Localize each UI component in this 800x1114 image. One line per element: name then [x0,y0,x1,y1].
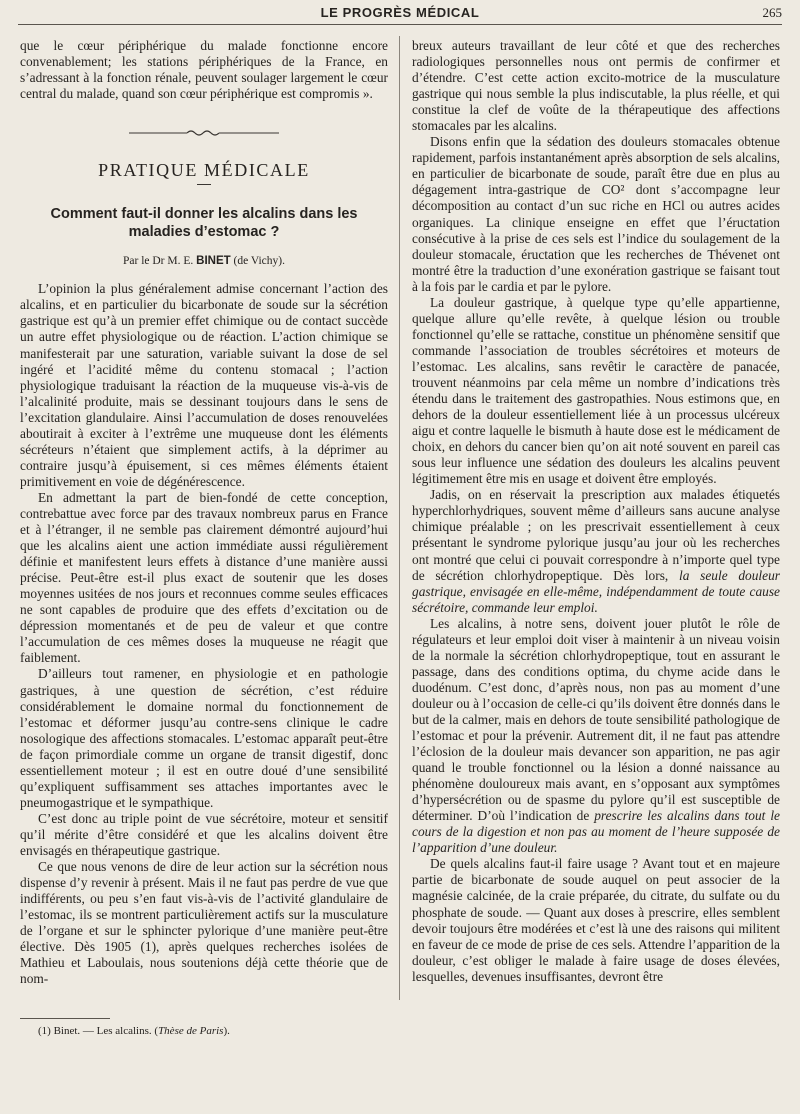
continued-paragraph: breux auteurs travaillant de leur côté et que des recherches radiologiques personnelles nous ont permis de confirmer et d’étendre. C’est cette action excito-motrice de la musculature gastrique qui nous semble la plus indiscutable, la plus réelle, et qui constitue la clef de voûte de la thérapeutique des affections stomacales par les alcalins. [412,38,780,134]
paragraph [412,487,780,615]
left-column [20,38,388,987]
paragraph: D’ailleurs tout ramener, en physiologie et en pathologie gastriques, à une question de sécrétion, c’est réduire considérablement le domaine normal du fonctionnement de l’estomac et déformer jusqu’au contre-sens clinique le cadre nosologique des affections stomacales. L’estomac apparaît peut-être de façon primordiale comme un organe de transit digestif, donc essentiellement moteur ; il est en outre doué d’une sensibilité qu’expliquent suffisamment ses attaches importantes avec le pneumogastrique et le sympathique. [20,666,388,810]
paragraph: En admettant la part de bien-fondé de cette conception, contrebattue avec force par des travaux nombreux parus en France et à l’étranger, il ne semble pas clairement démontré aujourd’hui que les alcalins aient une action immédiate aussi régulièrement définie et manifestent leurs effets à distance d’une manière aussi précise. Peut-être est-il plus exact de soutenir que les doses moyennes usitées de nos jours et reconnues comme seules efficaces ne sont capables de produire que des effets d’excitation ou de dépression momentanés et de peu de valeur et que contre l’accumulation de ces mêmes doses la muqueuse ne réagit que faiblement. [20,489,388,666]
byline-author: BINET [196,255,231,268]
column-divider [399,36,400,1000]
paragraph: Ce que nous venons de dire de leur action sur la sécrétion nous dispense d’y revenir à présent. Mais il ne faut pas perdre de vue que indifférents, ou peu s’en faut vis-à-vis de l’activité glandulaire de l’estomac, ils se montrent particulièrement actifs sur la musculature de l’organe et sur le sphincter pylorique d’une manière peut-être élective. Dès 1905 (1), après quelques recherches isolées de Mathieu et Laboulais, nous soutenions déjà cette théorie que de nom- [20,859,388,987]
paragraph: Disons enfin que la sédation des douleurs stomacales obtenue rapidement, parfois instantanément après absorption de sels alcalins, en particulier de bicarbonate de soude, paraît être due en plus au dégagement intra-gastrique de CO² dont s’accompagne leur décomposition au contact d’un suc riche en HCl ou autres acides organiques. La clinique enseigne en effet que l’éructation consécutive à la prise de ces sels est l’indice du soulagement de la douleur stomacale, éructation que les recherches de Thévenet ont montré être la traduction d’une exonération gastrique se faisant tout à la fois par le cardia et par le pylore. [412,134,780,294]
footnote-text: (1) Binet. — Les alcalins. ( [38,1025,159,1037]
emphasis-text: prescrire les alcalins dans tout le cours de la digestion et non pas au moment de l’heure supposée de l’apparition d’une douleur. [412,808,780,856]
byline-prefix: Par le Dr M. E. [123,255,194,268]
paragraph: C’est donc au triple point de vue sécrétoire, moteur et sensitif qu’il mérite d’être considéré et que les alcalins doivent être envisagés en thérapeutique gastrique. [20,810,388,858]
page-number: 265 [762,5,782,20]
ornament-divider [20,124,388,140]
continued-paragraph: que le cœur périphérique du malade fonctionne encore convenablement; les stations périphériques de la France, en s’adressant à la fonction rénale, peuvent soulager largement le cœur central du malade, quand son cœur périphérique est compromis ». [20,38,388,102]
paragraph: L’opinion la plus généralement admise concernant l’action des alcalins, et en particulier du bicarbonate de soude sur la sécrétion gastrique est qu’à un premier effet chimique ou de contact succède un autre effet physiologique ou de réaction. L’action chimique se manifesterait par une saturation, variable suivant la dose de sel ingéré et l’acidité même du contenu stomacal ; l’action physiologique traduisant la réaction de la muqueuse vis-à-vis de l’alcalinité produite, mais se dessinant toujours dans le sens de l’excitation glandulaire. Ainsi l’accumulation de doses renouvelées aboutirait à exciter à l’extrême une muqueuse dont les éléments sécréteurs n’étaient que simplement actifs, à la déprimer au contraire jusqu’à épuisement, si ces mêmes éléments étaient primitivement en voie de dégénérescence. [20,281,388,489]
paragraph-text: Les alcalins, à notre sens, doivent jouer plutôt le rôle de régulateurs et leur emploi doit viser à maintenir à un niveau voisin de la normale la sécrétion chlorhydropeptique, tout en assurant le passage, dans des conditions optima, du chyme acide dans le duodénum. C’est donc, d’après nous, non pas au moment d’une douleur ou à l’occasion de celle-ci qu’ils doivent être donnés dans le but de la calmer, mais en dehors de toute sensibilité pathologique de l’estomac et pour la prévenir. Autrement dit, il ne faut pas attendre l’éclosion de la douleur mais devancer son apparition, ne pas agir quand le trouble fonctionnel ou la lésion a donné naissance au phénomène douloureux mais avant, en s’opposant aux symptômes d’hypersécrétion ou de spasme du pylore qu’il est susceptible de déterminer. D’où l’indication de [412,615,780,824]
paragraph: De quels alcalins faut-il faire usage ? Avant tout et en majeure partie de bicarbonate de soude auquel on peut associer de la magnésie calcinée, de la craie préparée, du citrate, du sulfate ou du phosphate de soude. — Quant aux doses à prescrire, elles semblent devoir toujours être modérées et c’est là une des raisons qui militent en faveur de ce mode de prise de ces sels. Attendre l’apparition de la douleur, c’est obliger le malade à faire usage de doses élevées, lesquelles, devenues insuffisantes, devront être [412,856,780,984]
footnote-title: Thèse de Paris [158,1025,224,1037]
title-divider [197,184,211,185]
footnote-end: ). [223,1025,230,1037]
paragraph: La douleur gastrique, à quelque type qu’elle appartienne, quelque allure qu’elle revête, à quelque lésion ou trouble fonctionnel qu’elle se rattache, constitue un phénomène sensitif que commande l’association de troubles sécrétoires et moteurs de l’estomac. Les alcalins, sans revêtir le caractère de panacée, trouvent néanmoins par cela même un nombre d’indications très étendu dans le traitement des gastropathies. Nous estimons que, en dehors de la douleur essentiellement liée à un processus ulcéreux aigu et contre laquelle le bismuth à haute dose est le médicament de choix, en dehors du cancer bien qu’on ait noté souvent en pareil cas sous leur influence une sédation des douleurs les alcalins peuvent légitimement être mis en usage et doivent être employés. [412,294,780,487]
byline [20,253,388,269]
right-column [412,38,780,985]
ornament-swash-icon [129,129,279,137]
article-title: Comment faut-il donner les alcalins dans les maladies d’estomac ? [50,206,358,241]
page-header [18,0,782,25]
byline-suffix: (de Vichy). [233,255,285,268]
running-title: LE PROGRÈS MÉDICAL [320,5,480,20]
emphasis-text: la seule douleur gastrique, envisagée en elle-même, indépendamment de toute cause sécrétoire, commande leur emploi. [412,567,780,615]
footnote-rule [20,1018,110,1019]
section-title: PRATIQUE MÉDICALE [98,160,310,181]
paragraph-text: Jadis, on en réservait la prescription aux malades étiquetés hyperchlorhydriques, souvent même d’ailleurs sans aucune analyse chimique préalable ; on les prescrivait essentiellement à ceux présentant le syndrome pylorique jusqu’au jour où les recherches ont montré que celui ci pouvait correspondre à n’importe quel type de sécrétion chlorhydropeptique. Dès lors, [412,487,780,583]
paragraph [412,616,780,857]
footnote [38,1024,388,1038]
